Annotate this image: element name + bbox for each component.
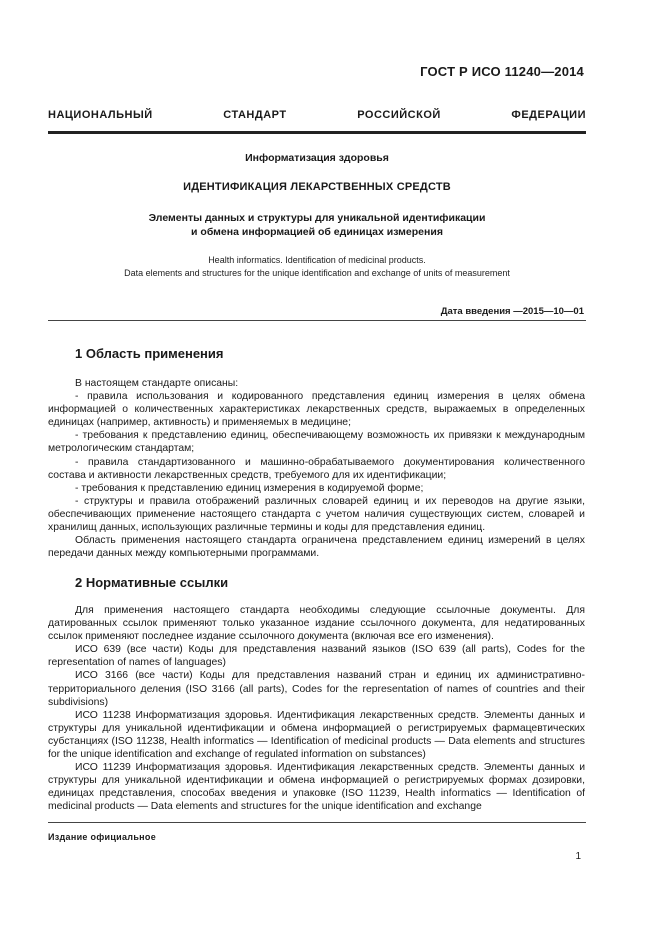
paragraph: ИСО 11238 Информатизация здоровья. Идентификация лекарственных средств. Элементы данных и структуры для уникальной идентификации и обмена информацией о регистрируемых фармацевтических субстанциях (ISO 11238, Health informatics — Identification of medicinal products — Data elements and structures for the unique identification and exchange of regulated information on substances) xyxy=(48,709,585,761)
section-2-heading: 2 Нормативные ссылки xyxy=(75,575,229,590)
section-1-heading: 1 Область применения xyxy=(75,346,224,361)
section-2-body xyxy=(48,604,585,814)
english-title xyxy=(48,254,586,280)
subtitle xyxy=(48,211,586,239)
footer-rule xyxy=(48,822,586,823)
paragraph: - структуры и правила отображений различных словарей единиц и их переводов на другие языки, обеспечивающих применение настоящего стандарта с учетом наличия существующих систем, словарей и хранилищ данных, использующих различные термины и коды для представления единиц. xyxy=(48,495,585,534)
paragraph: Область применения настоящего стандарта ограничена представлением единиц измерений в целях передачи данных между компьютерными программами. xyxy=(48,535,585,560)
standard-code: ГОСТ Р ИСО 11240—2014 xyxy=(420,64,584,79)
header-rule xyxy=(48,131,586,134)
paragraph: ИСО 639 (все части) Коды для представления названий языков (ISO 639 (all parts), Codes for the representation of names of languages) xyxy=(48,644,585,669)
paragraph: ИСО 3166 (все части) Коды для представления названий стран и единиц их административно-территориального деления (ISO 3166 (all parts), Codes for the representation of names of countries and their subdivisions) xyxy=(48,670,585,708)
date-rule xyxy=(48,320,586,321)
paragraph: ИСО 11239 Информатизация здоровья. Идентификация лекарственных средств. Элементы данных и структуры для уникальной идентификации и обмена информацией о регистрируемых формах дозировки, единицах представления, способах введения и упаковке (ISO 11239, Health informatics — Identification of medicinal products — Data elements and structures for the unique identification and exchange xyxy=(48,762,585,813)
section-1-body xyxy=(48,377,585,560)
english-title-line-2: Data elements and structures for the unique identification and exchange of units of measurement xyxy=(124,268,510,278)
subtitle-line-1: Элементы данных и структуры для уникальной идентификации xyxy=(148,212,486,224)
subject-title: Информатизация здоровья xyxy=(245,152,389,164)
paragraph: - требования к представлению единиц, обеспечивающему возможность их привязки к международным метрологическим стандартам; xyxy=(48,430,585,455)
subtitle-line-2: и обмена информацией об единицах измерения xyxy=(191,226,443,238)
english-title-line-1: Health informatics. Identification of medicinal products. xyxy=(208,255,426,265)
edition-label: Издание официальное xyxy=(48,832,157,842)
main-title: ИДЕНТИФИКАЦИЯ ЛЕКАРСТВЕННЫХ СРЕДСТВ xyxy=(183,181,451,193)
paragraph: - правила стандартизованного и машинно-обрабатываемого документирования количественного состава и активности лекарственных средств, требуемого для их идентификации; xyxy=(48,456,585,481)
paragraph: Для применения настоящего стандарта необходимы следующие ссылочные документы. Для датированных ссылок применяют только указанное издание ссылочного документа, для недатированных ссылок применяют последнее издание ссылочного документа (включая все его изменения). xyxy=(48,605,585,643)
introduction-date: Дата введения —2015—10—01 xyxy=(440,306,584,317)
paragraph: - правила использования и кодированного представления единиц измерения в целях обмена информацией о количественных характеристиках лекарственных средств, выражаемых в определенных единицах (например, активность) и применяемых в медицине; xyxy=(48,391,585,429)
national-standard-title: НАЦИОНАЛЬНЫЙ СТАНДАРТ РОССИЙСКОЙ ФЕДЕРАЦИИ xyxy=(48,109,586,121)
page-number: 1 xyxy=(575,851,581,862)
paragraph: - требования к представлению единиц измерения в кодируемой форме; xyxy=(75,482,424,494)
paragraph: В настоящем стандарте описаны: xyxy=(75,378,239,389)
